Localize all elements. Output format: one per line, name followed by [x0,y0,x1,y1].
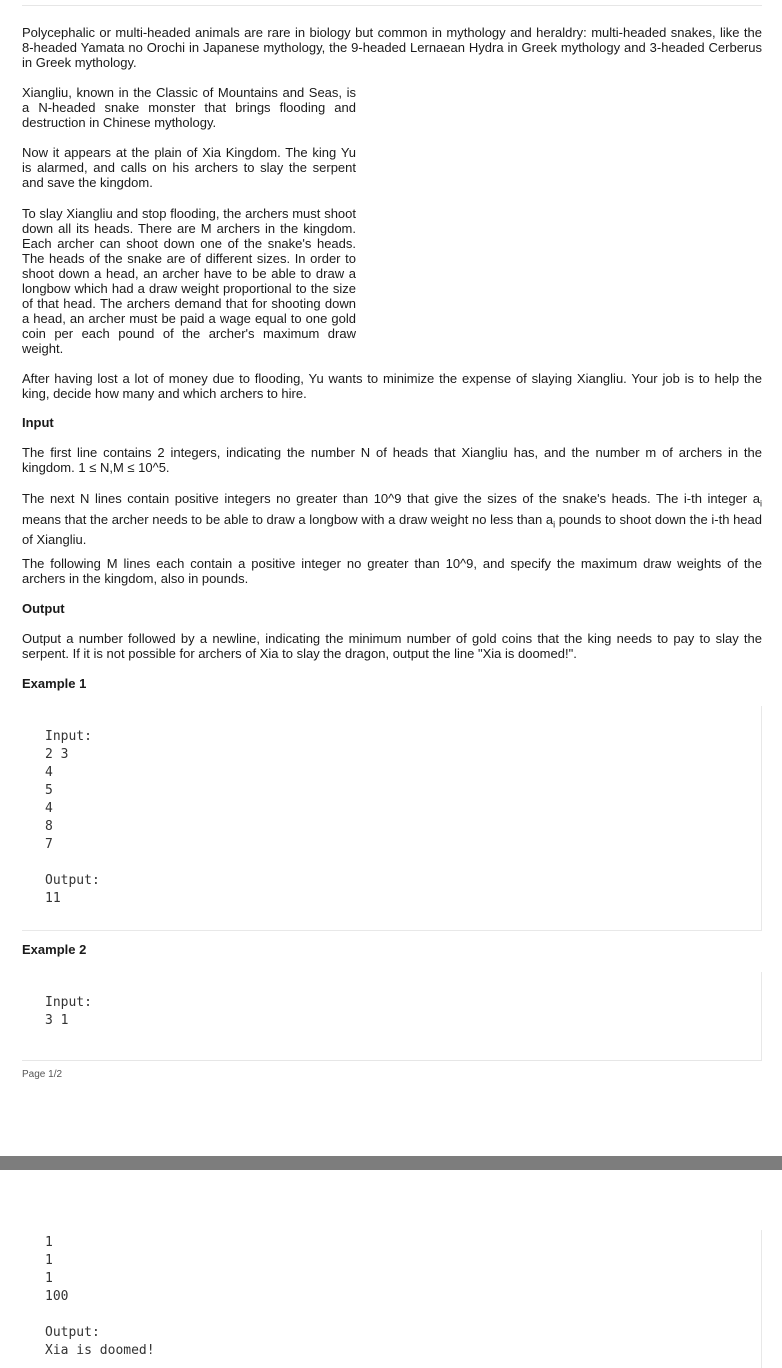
code-line: Input: [45,729,92,744]
code-line: Output: [45,1325,100,1340]
top-divider [22,5,762,6]
example-2-heading: Example 2 [22,942,87,957]
code-line: 1 [45,1235,53,1250]
code-line: 1 [45,1271,53,1286]
example-2-code-block-continued [22,1230,762,1368]
output-paragraph: Output a number followed by a newline, indicating the minimum number of gold coins that the king needs to pay to slay the serpent. If it is not possible for archers of Xia to slay the dragon, output the line "Xia is doomed!". [22,631,762,661]
code-line: 1 [45,1253,53,1268]
code-line: 4 [45,765,53,780]
code-line: 7 [45,837,53,852]
example-2-code-block [22,972,762,1060]
code-line: 4 [45,801,53,816]
intro-paragraph-4: To slay Xiangliu and stop flooding, the archers must shoot down all its heads. There are M archers in the kingdom. Each archer can shoot down one of the snake's heads. The heads of the snake are of different sizes. In order to shoot down a head, an archer have to be able to draw a longbow which had a draw weight proportional to the size of that head. The archers demand that for shooting down a head, an archer must be paid a wage equal to one gold coin per each pound of the archer's maximum draw weight. [22,206,356,356]
code-line: 5 [45,783,53,798]
code-line: 3 1 [45,1013,69,1028]
intro-paragraph-1: Polycephalic or multi-headed animals are rare in biology but common in mythology and heraldry: multi-headed snakes, like the 8-headed Yamata no Orochi in Japanese mythology, the 9-headed Lernaean Hydra in Greek mythology and 3-headed Cerberus in Greek mythology. [22,25,762,70]
input-heading: Input [22,415,54,430]
code-line: Xia is doomed! [45,1343,155,1358]
code-line: 2 3 [45,747,69,762]
page-number: Page 1/2 [22,1069,63,1080]
code-line: 11 [45,891,61,906]
output-heading: Output [22,601,65,616]
example-1-code-block [22,706,762,931]
input-paragraph-2: The next N lines contain positive integers no greater than 10^9 that give the sizes of the snake's heads. The i-th integer $a_i$ means that the archer needs to be able to draw a longbow with a draw weight no less than $a_i$ pounds to shoot down the i-th head of Xiangliu. [22,491,762,548]
code-line: 100 [45,1289,69,1304]
intro-paragraph-5: After having lost a lot of money due to flooding, Yu wants to minimize the expense of slaying Xiangliu. Your job is to help the king, decide how many and which archers to hire. [22,371,762,401]
example-1-heading: Example 1 [22,676,87,691]
page-footer-divider [22,1060,762,1061]
input-paragraph-3: The following M lines each contain a positive integer no greater than 10^9, and specify the maximum draw weights of the archers in the kingdom, also in pounds. [22,556,762,586]
input-paragraph-1: The first line contains 2 integers, indicating the number N of heads that Xiangliu has, and the number m of archers in the kingdom. 1 ≤ N,M ≤ 10^5. [22,445,762,475]
page-break [0,1156,782,1170]
intro-paragraph-3: Now it appears at the plain of Xia Kingdom. The king Yu is alarmed, and calls on his archers to slay the serpent and save the kingdom. [22,145,356,190]
code-line: Output: [45,873,100,888]
intro-paragraph-2: Xiangliu, known in the Classic of Mountains and Seas, is a N-headed snake monster that brings flooding and destruction in Chinese mythology. [22,85,356,130]
code-line: 8 [45,819,53,834]
code-line: Input: [45,995,92,1010]
document-page-2 [0,1170,782,1368]
